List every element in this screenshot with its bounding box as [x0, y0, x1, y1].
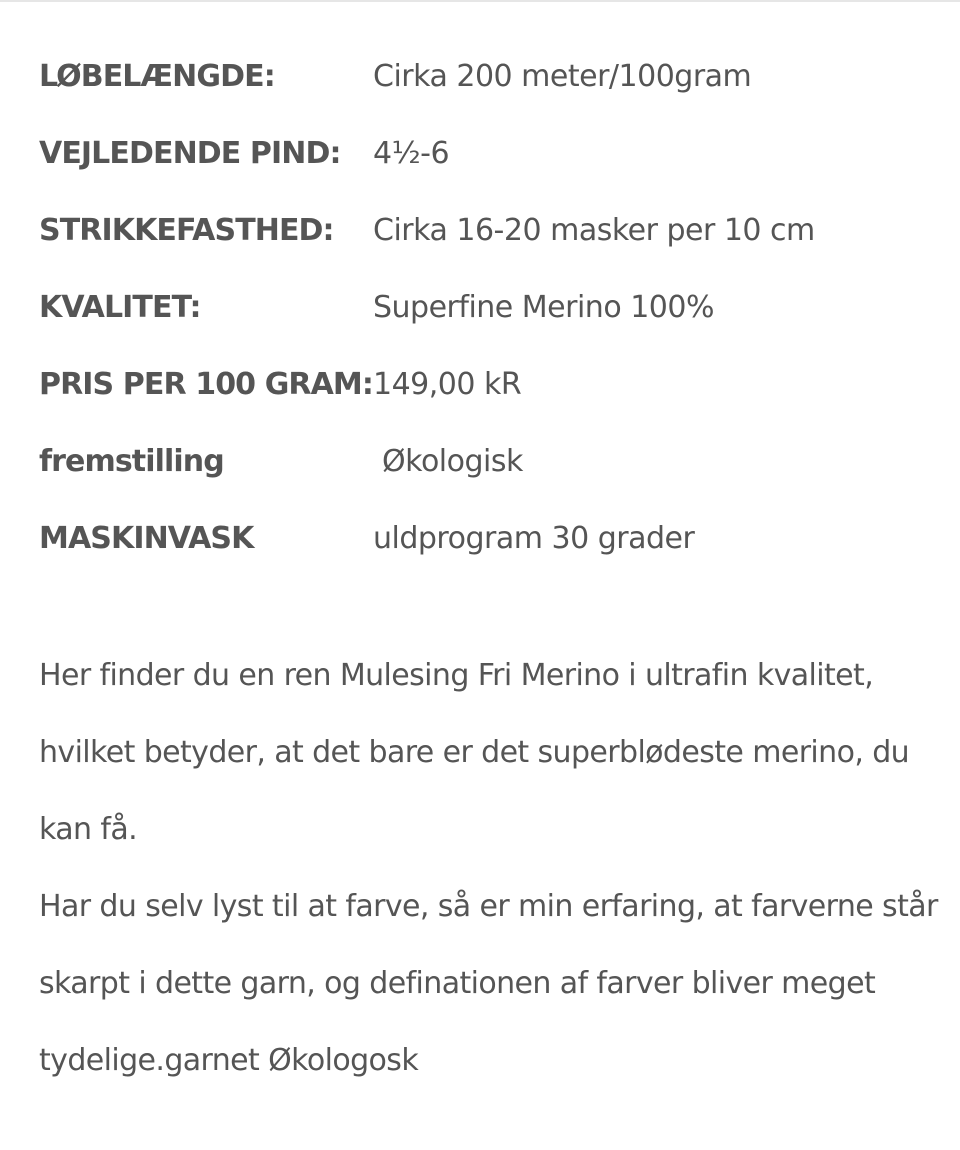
- spec-row-gauge: [39, 192, 939, 269]
- spec-value-yardage: Cirka 200 meter/100gram: [373, 58, 752, 94]
- spec-label-quality: KVALITET:: [39, 289, 201, 325]
- spec-row-production: [39, 423, 939, 500]
- description-paragraph-2: Har du selv lyst til at farve, så er min erfaring, at farverne står skarpt i dette garn, og definationen af farver bliver meget tydelige.garnet Økologosk: [39, 889, 938, 1078]
- spec-value-washing: uldprogram 30 grader: [373, 520, 695, 556]
- spec-row-washing: [39, 500, 939, 577]
- spec-label-production: fremstilling: [39, 443, 224, 479]
- product-description: [39, 637, 939, 1099]
- description-paragraph-1: Her finder du en ren Mulesing Fri Merino i ultrafin kvalitet, hvilket betyder, at det bare er det superblødeste merino, du kan få.: [39, 658, 910, 847]
- spec-label-yardage: LØBELÆNGDE:: [39, 58, 275, 94]
- spec-value-production: Økologisk: [373, 443, 523, 479]
- spec-row-quality: [39, 269, 939, 346]
- spec-row-price: [39, 346, 939, 423]
- top-divider: [0, 0, 960, 2]
- spec-value-needle-size: 4½-6: [373, 135, 450, 171]
- spec-value-price: 149,00 kR: [373, 366, 522, 402]
- spec-value-quality: Superfine Merino 100%: [373, 289, 714, 325]
- spec-label-gauge: STRIKKEFASTHED:: [39, 212, 334, 248]
- spec-label-needle-size: VEJLEDENDE PIND:: [39, 135, 341, 171]
- spec-row-yardage: [39, 38, 939, 115]
- spec-label-price: PRIS PER 100 GRAM:: [39, 366, 373, 402]
- product-specifications-table: [39, 38, 939, 577]
- spec-value-gauge: Cirka 16-20 masker per 10 cm: [373, 212, 815, 248]
- spec-row-needle-size: [39, 115, 939, 192]
- spec-label-washing: MASKINVASK: [39, 520, 254, 556]
